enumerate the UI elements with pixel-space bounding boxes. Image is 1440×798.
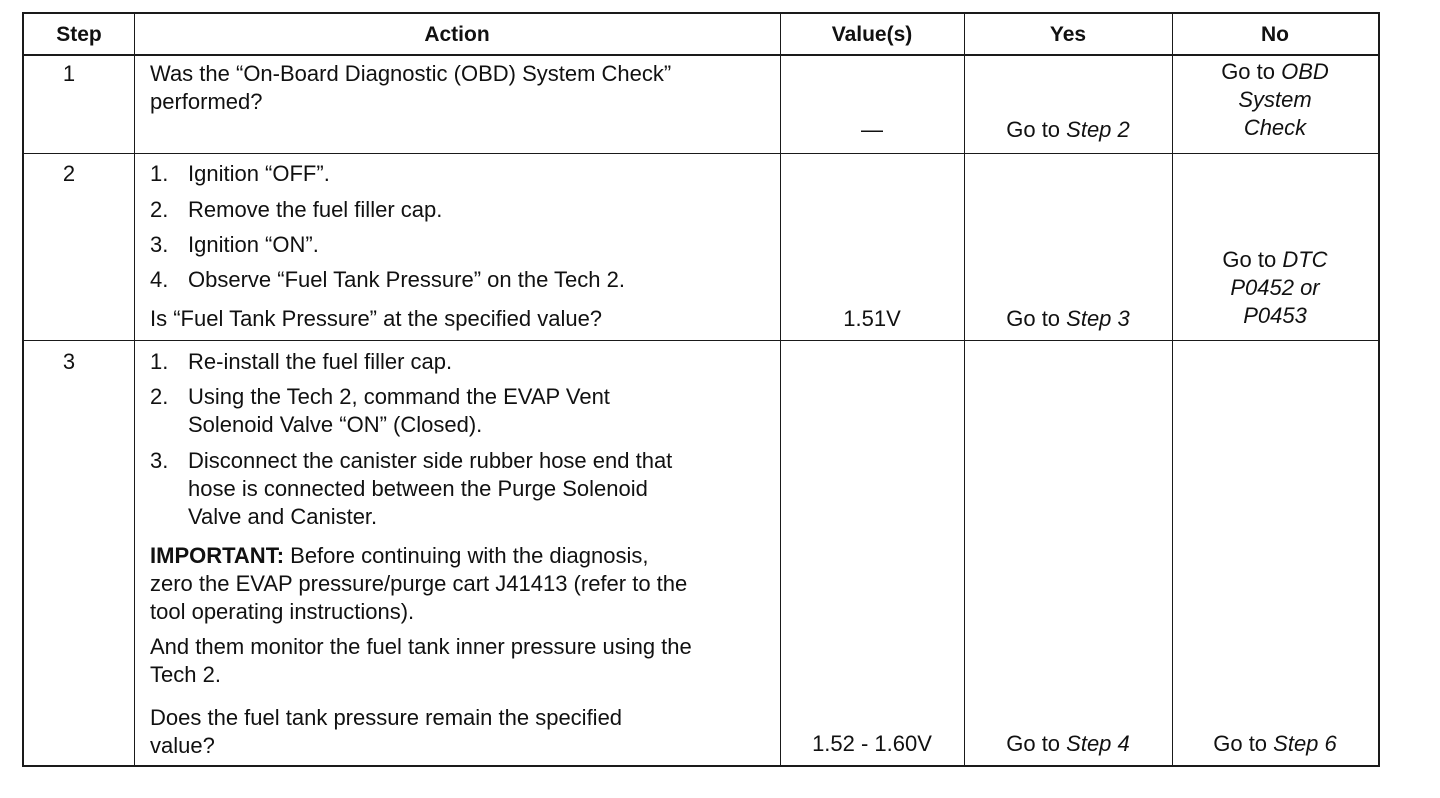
row3-important-line1: IMPORTANT: Before continuing with the diagnosis, xyxy=(150,543,649,568)
row3-monitor-line1: And them monitor the fuel tank inner pressure using the xyxy=(150,634,692,659)
row3-important-line2: zero the EVAP pressure/purge cart J41413 (refer to the xyxy=(150,571,688,596)
row3-question-line2: value? xyxy=(150,733,215,758)
row2-no-line1: Go to DTC xyxy=(1222,247,1328,272)
header-no: No xyxy=(1261,23,1289,46)
row3-item3-num: 3. xyxy=(150,448,169,473)
row2-item2-text: Remove the fuel filler cap. xyxy=(188,197,443,222)
row3-item2-num: 2. xyxy=(150,384,169,409)
row2-item2-num: 2. xyxy=(150,197,169,222)
row2-item1-text: Ignition “OFF”. xyxy=(188,161,330,186)
row1-step: 1 xyxy=(62,61,76,86)
row3-item2-line2: Solenoid Valve “ON” (Closed). xyxy=(188,412,483,437)
row3-value: 1.52 - 1.60V xyxy=(812,731,932,756)
row3-item3-line3: Valve and Canister. xyxy=(188,504,378,529)
header-divider xyxy=(24,54,1378,56)
row3-monitor-line2: Tech 2. xyxy=(150,662,221,687)
row3-item3-line1: Disconnect the canister side rubber hose end that xyxy=(188,448,673,473)
row3-step: 3 xyxy=(62,349,76,374)
col-divider-step xyxy=(134,14,135,765)
row2-item1-num: 1. xyxy=(150,161,169,186)
row1-no-line2: System xyxy=(1238,87,1312,112)
row3-item1-num: 1. xyxy=(150,349,169,374)
row2-yes: Go to Step 3 xyxy=(1006,306,1130,331)
header-step: Step xyxy=(56,23,102,46)
row-divider-2 xyxy=(24,340,1378,341)
row3-important-line3: tool operating instructions). xyxy=(150,599,415,624)
row1-no-line3: Check xyxy=(1243,115,1307,140)
row3-item1-text: Re-install the fuel filler cap. xyxy=(188,349,453,374)
diagnostic-table xyxy=(22,12,1380,767)
row2-question: Is “Fuel Tank Pressure” at the specified value? xyxy=(150,306,603,331)
row-divider-1 xyxy=(24,153,1378,154)
row2-value: 1.51V xyxy=(843,306,901,331)
row3-yes: Go to Step 4 xyxy=(1006,731,1130,756)
row2-no-line2: P0452 or xyxy=(1230,275,1320,300)
row2-item4-text: Observe “Fuel Tank Pressure” on the Tech 2. xyxy=(188,267,625,292)
row2-no-line3: P0453 xyxy=(1243,303,1307,328)
row2-item4-num: 4. xyxy=(150,267,169,292)
row1-no-line1: Go to OBD xyxy=(1221,59,1329,84)
row3-question-line1: Does the fuel tank pressure remain the specified xyxy=(150,705,623,730)
header-values: Value(s) xyxy=(831,23,913,46)
header-action: Action xyxy=(424,23,490,46)
row3-no: Go to Step 6 xyxy=(1213,731,1337,756)
row1-value: — xyxy=(861,117,883,142)
row3-item3-line2: hose is connected between the Purge Solenoid xyxy=(188,476,648,501)
row2-item3-num: 3. xyxy=(150,232,169,257)
row1-yes: Go to Step 2 xyxy=(1006,117,1130,142)
row3-item2-line1: Using the Tech 2, command the EVAP Vent xyxy=(188,384,610,409)
header-yes: Yes xyxy=(1049,23,1087,46)
row2-step: 2 xyxy=(62,161,76,186)
row2-item3-text: Ignition “ON”. xyxy=(188,232,319,257)
row1-action-line2: performed? xyxy=(150,89,263,114)
row1-action-line1: Was the “On-Board Diagnostic (OBD) System Check” xyxy=(150,61,672,86)
